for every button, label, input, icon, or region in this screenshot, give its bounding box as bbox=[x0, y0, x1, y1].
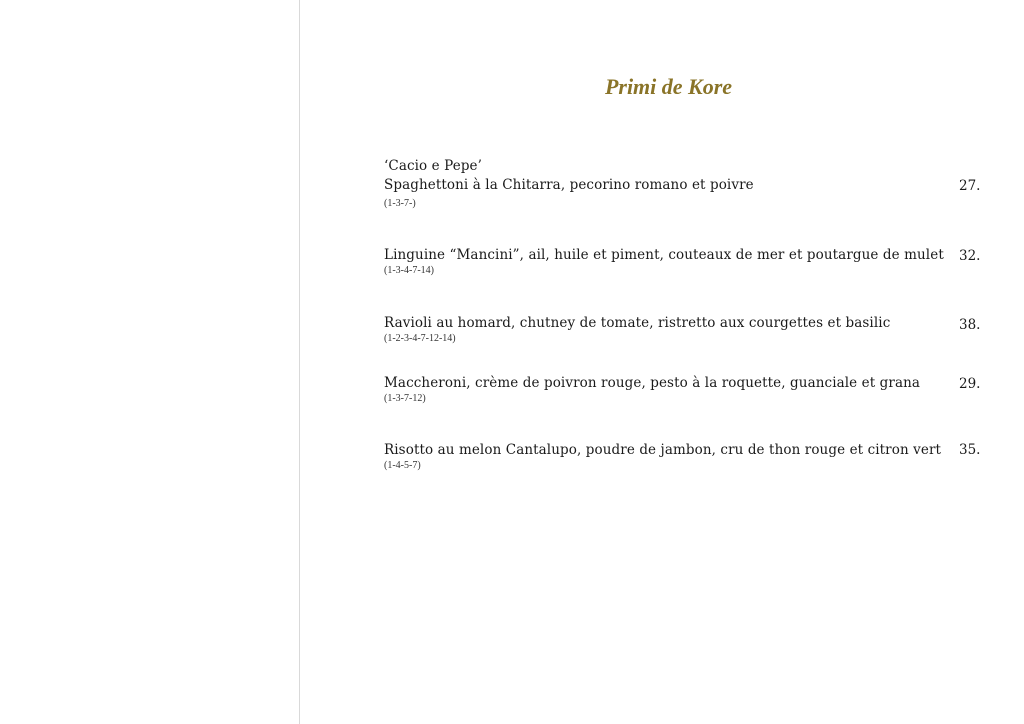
menu-item-risotto bbox=[384, 441, 984, 472]
left-blank-margin bbox=[0, 0, 299, 724]
menu-item-linguine bbox=[384, 246, 984, 277]
menu-item-name: Spaghettoni à la Chitarra, pecorino romano et poivre bbox=[384, 177, 754, 193]
menu-item-name: Risotto au melon Cantalupo, poudre de jambon, cru de thon rouge et citron vert bbox=[384, 442, 942, 458]
menu-item-allergens: (1-2-3-4-7-12-14) bbox=[384, 333, 456, 344]
menu-item-allergens: (1-3-7-12) bbox=[384, 393, 426, 404]
menu-item-ravioli bbox=[384, 314, 984, 345]
menu-item-maccheroni bbox=[384, 374, 984, 405]
menu-item-price: 35. bbox=[959, 442, 981, 458]
menu-item-subtitle: ‘Cacio e Pepe’ bbox=[384, 158, 483, 174]
menu-item-allergens: (1-3-7-) bbox=[384, 198, 416, 209]
menu-title: Primi de Kore bbox=[604, 74, 733, 99]
menu-item-allergens: (1-3-4-7-14) bbox=[384, 265, 434, 276]
menu-item-cacio-e-pepe bbox=[384, 157, 984, 210]
menu-page bbox=[299, 0, 1024, 724]
menu-item-price: 38. bbox=[959, 317, 981, 333]
menu-item-name: Maccheroni, crème de poivron rouge, pesto à la roquette, guanciale et grana bbox=[384, 375, 921, 391]
menu-item-price: 29. bbox=[959, 376, 981, 392]
menu-item-allergens: (1-4-5-7) bbox=[384, 460, 421, 471]
menu-item-price: 32. bbox=[959, 248, 981, 264]
menu-item-price: 27. bbox=[959, 178, 981, 194]
menu-item-name: Ravioli au homard, chutney de tomate, ristretto aux courgettes et basilic bbox=[384, 315, 891, 331]
menu-item-name: Linguine “Mancini”, ail, huile et piment, couteaux de mer et poutargue de mulet bbox=[384, 247, 944, 263]
